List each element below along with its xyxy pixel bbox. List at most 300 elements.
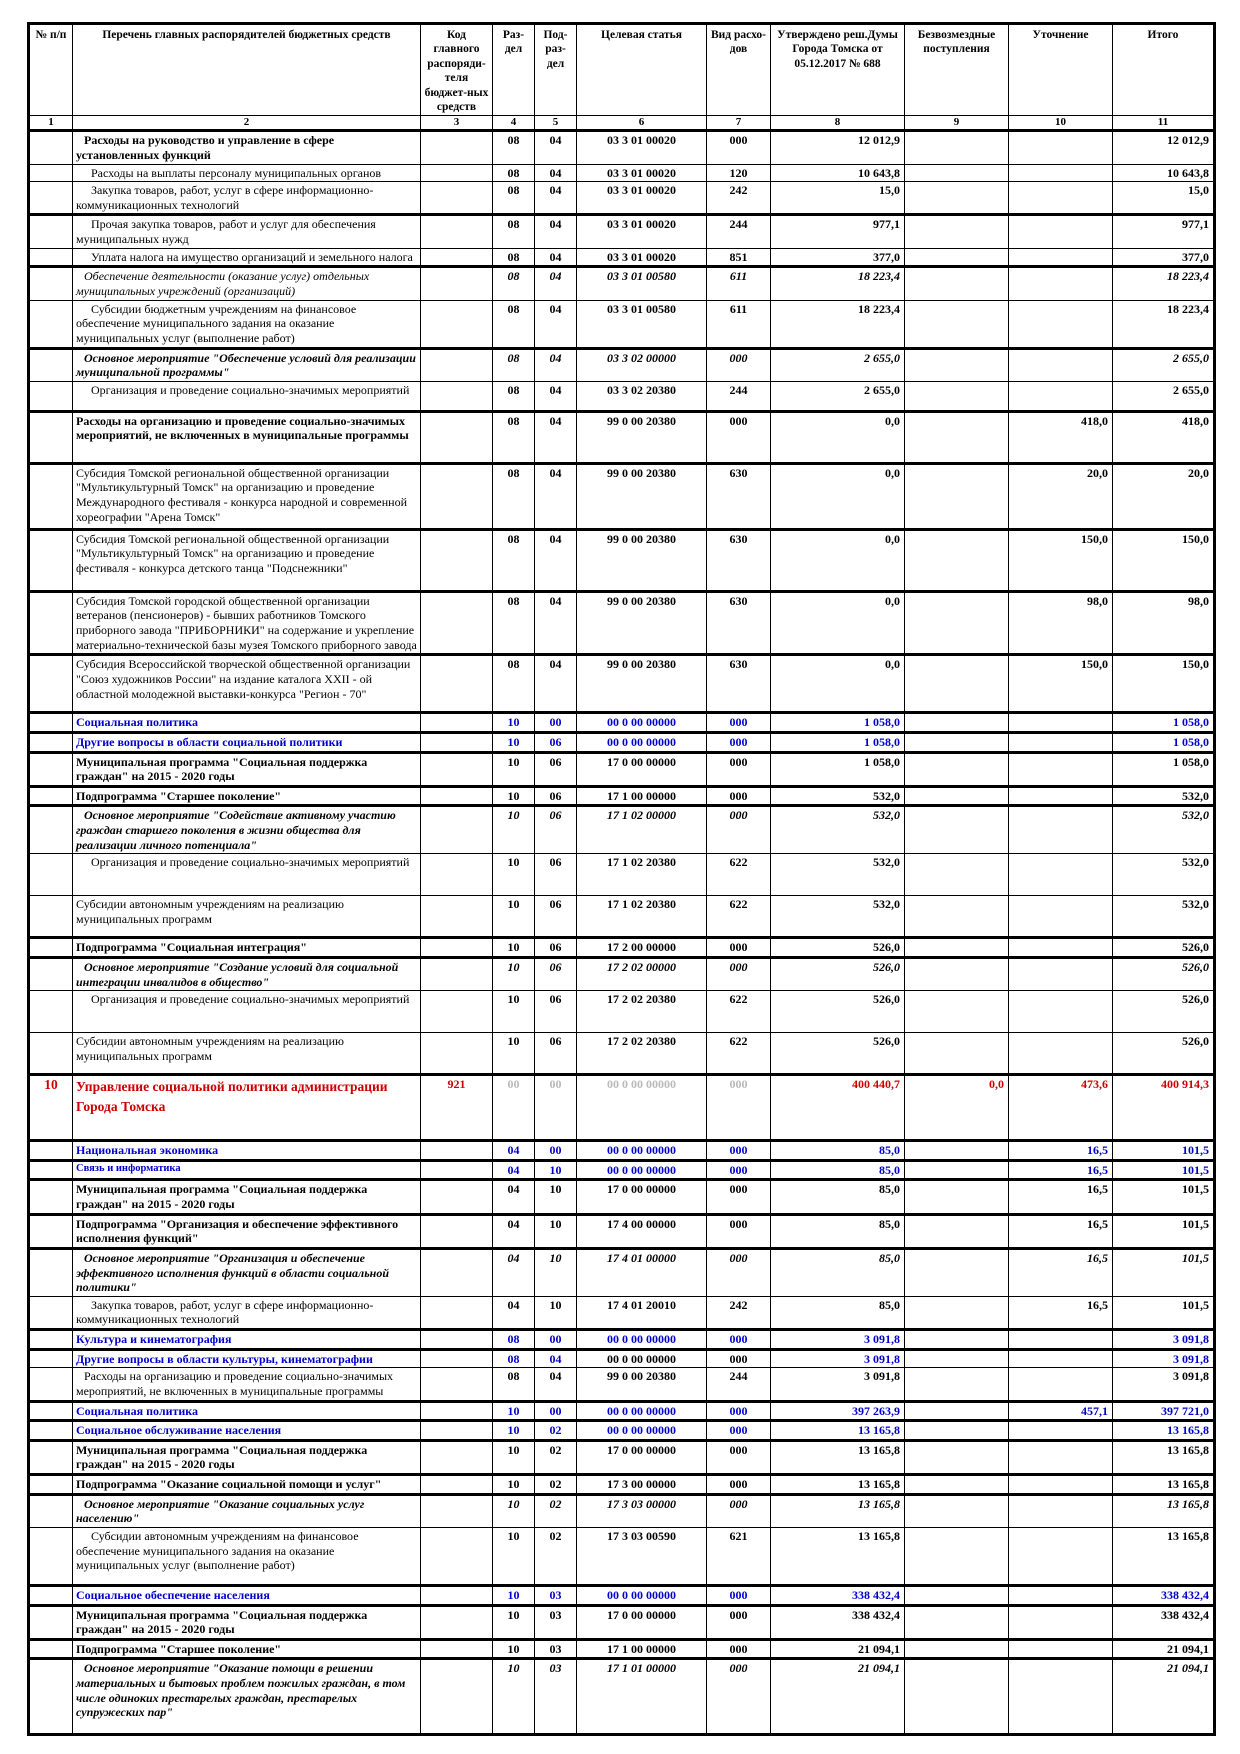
column-header-7: Вид расхо-дов	[707, 24, 771, 116]
cell-target: 17 0 00 00000	[577, 752, 707, 786]
cell-num	[29, 267, 73, 300]
cell-adjust	[1009, 1349, 1113, 1368]
cell-num	[29, 248, 73, 267]
cell-grants	[905, 164, 1009, 182]
cell-code	[421, 1421, 493, 1441]
cell-adjust	[1009, 938, 1113, 958]
cell-code	[421, 1527, 493, 1585]
cell-code	[421, 1605, 493, 1639]
cell-rz: 04	[493, 1160, 535, 1180]
cell-vid: 000	[707, 1659, 771, 1735]
cell-num	[29, 938, 73, 958]
cell-total: 2 655,0	[1113, 381, 1215, 411]
cell-vid: 630	[707, 591, 771, 655]
cell-code	[421, 991, 493, 1033]
cell-adjust	[1009, 1475, 1113, 1495]
cell-num	[29, 655, 73, 713]
cell-code	[421, 529, 493, 591]
cell-num	[29, 1639, 73, 1659]
cell-adjust	[1009, 1033, 1113, 1075]
cell-num	[29, 1330, 73, 1350]
table-row	[29, 1349, 1215, 1368]
cell-grants	[905, 381, 1009, 411]
cell-rz: 08	[493, 463, 535, 529]
cell-num	[29, 182, 73, 215]
cell-code	[421, 267, 493, 300]
cell-vid: 000	[707, 1214, 771, 1248]
table-row	[29, 896, 1215, 938]
cell-adjust: 16,5	[1009, 1214, 1113, 1248]
cell-num	[29, 806, 73, 854]
cell-total: 526,0	[1113, 957, 1215, 990]
cell-name: Социальная политика	[73, 713, 421, 733]
cell-num	[29, 732, 73, 752]
cell-rz: 08	[493, 381, 535, 411]
cell-code	[421, 182, 493, 215]
cell-vid: 621	[707, 1527, 771, 1585]
cell-grants	[905, 1180, 1009, 1214]
cell-vid: 000	[707, 806, 771, 854]
cell-pr: 02	[535, 1475, 577, 1495]
cell-name: Подпрограмма "Организация и обеспечение эффективного исполнения функций"	[73, 1214, 421, 1248]
cell-rz: 08	[493, 131, 535, 164]
cell-vid: 622	[707, 896, 771, 938]
cell-pr: 06	[535, 732, 577, 752]
cell-approved: 21 094,1	[771, 1659, 905, 1735]
cell-pr: 04	[535, 267, 577, 300]
cell-approved: 13 165,8	[771, 1475, 905, 1495]
cell-num	[29, 131, 73, 164]
budget-table	[27, 22, 1216, 1736]
cell-num	[29, 991, 73, 1033]
cell-rz: 10	[493, 991, 535, 1033]
cell-num	[29, 300, 73, 348]
cell-target: 17 4 01 00000	[577, 1248, 707, 1296]
cell-total: 101,5	[1113, 1180, 1215, 1214]
cell-code	[421, 1368, 493, 1401]
cell-target: 00 0 00 00000	[577, 1075, 707, 1141]
cell-total: 10 643,8	[1113, 164, 1215, 182]
cell-num	[29, 1160, 73, 1180]
column-header-10: Уточнение	[1009, 24, 1113, 116]
cell-code	[421, 1033, 493, 1075]
cell-pr: 04	[535, 591, 577, 655]
cell-num	[29, 713, 73, 733]
cell-adjust	[1009, 1494, 1113, 1527]
cell-name: Субсидия Томской региональной общественной организации "Мультикультурный Томск" на организацию и проведение Международного фестиваля - конкурса народной и современной хореографии "Арена Томск"	[73, 463, 421, 529]
cell-approved: 1 058,0	[771, 713, 905, 733]
cell-pr: 06	[535, 938, 577, 958]
table-row	[29, 1330, 1215, 1350]
cell-rz: 04	[493, 1180, 535, 1214]
cell-rz: 08	[493, 215, 535, 248]
cell-pr: 10	[535, 1248, 577, 1296]
cell-total: 101,5	[1113, 1214, 1215, 1248]
column-header-9: Безвозмездные поступления	[905, 24, 1009, 116]
cell-vid: 244	[707, 1368, 771, 1401]
cell-code	[421, 381, 493, 411]
table-row	[29, 1475, 1215, 1495]
column-header-6: Целевая статья	[577, 24, 707, 116]
cell-rz: 10	[493, 1475, 535, 1495]
cell-vid: 622	[707, 854, 771, 896]
cell-adjust	[1009, 182, 1113, 215]
cell-total: 397 721,0	[1113, 1401, 1215, 1421]
cell-vid: 000	[707, 411, 771, 463]
cell-adjust: 457,1	[1009, 1401, 1113, 1421]
table-row	[29, 713, 1215, 733]
table-row	[29, 655, 1215, 713]
cell-total: 101,5	[1113, 1296, 1215, 1329]
cell-approved: 377,0	[771, 248, 905, 267]
cell-target: 99 0 00 20380	[577, 463, 707, 529]
table-header	[29, 24, 1215, 131]
table-row	[29, 1639, 1215, 1659]
cell-pr: 00	[535, 713, 577, 733]
cell-pr: 04	[535, 131, 577, 164]
cell-rz: 08	[493, 300, 535, 348]
cell-grants	[905, 1605, 1009, 1639]
cell-adjust	[1009, 348, 1113, 381]
cell-total: 20,0	[1113, 463, 1215, 529]
cell-target: 03 3 01 00020	[577, 131, 707, 164]
cell-adjust	[1009, 1421, 1113, 1441]
cell-grants	[905, 1475, 1009, 1495]
cell-num	[29, 1296, 73, 1329]
cell-target: 17 4 00 00000	[577, 1214, 707, 1248]
cell-vid: 630	[707, 529, 771, 591]
cell-approved: 0,0	[771, 529, 905, 591]
cell-grants	[905, 411, 1009, 463]
cell-rz: 10	[493, 1421, 535, 1441]
table-row	[29, 1401, 1215, 1421]
cell-total: 2 655,0	[1113, 348, 1215, 381]
cell-code	[421, 1141, 493, 1161]
cell-rz: 00	[493, 1075, 535, 1141]
cell-pr: 06	[535, 854, 577, 896]
cell-num	[29, 1349, 73, 1368]
cell-adjust	[1009, 131, 1113, 164]
cell-total: 13 165,8	[1113, 1440, 1215, 1474]
cell-code	[421, 1214, 493, 1248]
cell-approved: 2 655,0	[771, 381, 905, 411]
cell-approved: 532,0	[771, 786, 905, 806]
cell-approved: 2 655,0	[771, 348, 905, 381]
cell-num	[29, 786, 73, 806]
cell-total: 532,0	[1113, 896, 1215, 938]
cell-grants	[905, 713, 1009, 733]
cell-name: Национальная экономика	[73, 1141, 421, 1161]
cell-vid: 000	[707, 1440, 771, 1474]
cell-total: 977,1	[1113, 215, 1215, 248]
cell-pr: 04	[535, 381, 577, 411]
cell-total: 12 012,9	[1113, 131, 1215, 164]
cell-grants	[905, 1494, 1009, 1527]
cell-adjust: 418,0	[1009, 411, 1113, 463]
column-number-2: 2	[73, 116, 421, 131]
cell-vid: 000	[707, 1349, 771, 1368]
cell-name: Подпрограмма "Старшее поколение"	[73, 786, 421, 806]
cell-approved: 526,0	[771, 957, 905, 990]
cell-adjust	[1009, 713, 1113, 733]
cell-name: Культура и кинематография	[73, 1330, 421, 1350]
cell-pr: 04	[535, 164, 577, 182]
cell-adjust	[1009, 381, 1113, 411]
cell-pr: 03	[535, 1605, 577, 1639]
cell-adjust	[1009, 1527, 1113, 1585]
cell-vid: 622	[707, 1033, 771, 1075]
cell-approved: 13 165,8	[771, 1440, 905, 1474]
cell-vid: 630	[707, 655, 771, 713]
cell-vid: 000	[707, 1180, 771, 1214]
cell-code	[421, 1585, 493, 1605]
cell-adjust	[1009, 786, 1113, 806]
cell-name: Расходы на руководство и управление в сфере установленных функций	[73, 131, 421, 164]
column-number-1: 1	[29, 116, 73, 131]
cell-rz: 10	[493, 1527, 535, 1585]
cell-target: 17 0 00 00000	[577, 1605, 707, 1639]
cell-num	[29, 1605, 73, 1639]
table-row	[29, 1421, 1215, 1441]
cell-code	[421, 1349, 493, 1368]
column-number-7: 7	[707, 116, 771, 131]
cell-grants	[905, 752, 1009, 786]
cell-total: 1 058,0	[1113, 732, 1215, 752]
cell-vid: 000	[707, 1141, 771, 1161]
cell-adjust	[1009, 1440, 1113, 1474]
cell-adjust	[1009, 806, 1113, 854]
column-header-2: Перечень главных распорядителей бюджетных средств	[73, 24, 421, 116]
cell-rz: 08	[493, 1368, 535, 1401]
cell-approved: 85,0	[771, 1296, 905, 1329]
cell-vid: 000	[707, 752, 771, 786]
cell-vid: 000	[707, 1639, 771, 1659]
cell-total: 1 058,0	[1113, 713, 1215, 733]
cell-total: 532,0	[1113, 786, 1215, 806]
cell-approved: 85,0	[771, 1248, 905, 1296]
cell-target: 17 4 01 20010	[577, 1296, 707, 1329]
cell-rz: 08	[493, 411, 535, 463]
cell-approved: 85,0	[771, 1180, 905, 1214]
cell-grants	[905, 957, 1009, 990]
cell-grants	[905, 591, 1009, 655]
cell-num	[29, 1475, 73, 1495]
cell-code	[421, 896, 493, 938]
cell-pr: 04	[535, 529, 577, 591]
cell-code	[421, 1180, 493, 1214]
cell-pr: 00	[535, 1141, 577, 1161]
cell-code	[421, 215, 493, 248]
cell-num	[29, 411, 73, 463]
table-row	[29, 131, 1215, 164]
cell-num	[29, 957, 73, 990]
cell-target: 99 0 00 20380	[577, 655, 707, 713]
table-row	[29, 1075, 1215, 1141]
cell-vid: 630	[707, 463, 771, 529]
cell-rz: 08	[493, 164, 535, 182]
cell-name: Субсидии автономным учреждениям на финансовое обеспечение муниципального задания на оказание муниципальных услуг (выполнение работ)	[73, 1527, 421, 1585]
cell-target: 00 0 00 00000	[577, 1401, 707, 1421]
table-row	[29, 1160, 1215, 1180]
cell-vid: 000	[707, 131, 771, 164]
cell-pr: 04	[535, 1349, 577, 1368]
cell-target: 00 0 00 00000	[577, 1141, 707, 1161]
cell-name: Связь и информатика	[73, 1160, 421, 1180]
cell-num	[29, 1440, 73, 1474]
cell-code	[421, 938, 493, 958]
cell-adjust: 20,0	[1009, 463, 1113, 529]
cell-approved: 397 263,9	[771, 1401, 905, 1421]
cell-grants	[905, 1214, 1009, 1248]
cell-num	[29, 1659, 73, 1735]
cell-num: 10	[29, 1075, 73, 1141]
cell-grants: 0,0	[905, 1075, 1009, 1141]
column-header-4: Раз-дел	[493, 24, 535, 116]
cell-target: 00 0 00 00000	[577, 1585, 707, 1605]
cell-vid: 000	[707, 1421, 771, 1441]
cell-pr: 06	[535, 786, 577, 806]
cell-vid: 000	[707, 1475, 771, 1495]
cell-num	[29, 854, 73, 896]
cell-total: 150,0	[1113, 529, 1215, 591]
cell-rz: 08	[493, 182, 535, 215]
cell-grants	[905, 1248, 1009, 1296]
cell-rz: 10	[493, 806, 535, 854]
cell-num	[29, 752, 73, 786]
cell-code	[421, 1248, 493, 1296]
cell-code: 921	[421, 1075, 493, 1141]
cell-rz: 10	[493, 1659, 535, 1735]
cell-pr: 03	[535, 1659, 577, 1735]
cell-target: 17 3 00 00000	[577, 1475, 707, 1495]
cell-name: Субсидия Томской городской общественной организации ветеранов (пенсионеров) - бывших работников Томского приборного завода "ПРИБОРНИКИ" на содержание и укрепление материально-технической базы музея Томского приборного завода	[73, 591, 421, 655]
cell-grants	[905, 1527, 1009, 1585]
cell-rz: 04	[493, 1214, 535, 1248]
column-number-10: 10	[1009, 116, 1113, 131]
cell-grants	[905, 1141, 1009, 1161]
cell-pr: 04	[535, 300, 577, 348]
cell-rz: 04	[493, 1248, 535, 1296]
table-row	[29, 806, 1215, 854]
cell-num	[29, 348, 73, 381]
cell-rz: 10	[493, 1605, 535, 1639]
cell-approved: 3 091,8	[771, 1330, 905, 1350]
cell-target: 17 0 00 00000	[577, 1180, 707, 1214]
cell-code	[421, 1330, 493, 1350]
cell-code	[421, 1296, 493, 1329]
cell-grants	[905, 854, 1009, 896]
cell-adjust	[1009, 991, 1113, 1033]
cell-total: 1 058,0	[1113, 752, 1215, 786]
cell-pr: 02	[535, 1494, 577, 1527]
cell-code	[421, 1440, 493, 1474]
cell-grants	[905, 938, 1009, 958]
cell-approved: 0,0	[771, 591, 905, 655]
cell-grants	[905, 1401, 1009, 1421]
cell-name: Социальная политика	[73, 1401, 421, 1421]
column-header-11: Итого	[1113, 24, 1215, 116]
cell-adjust: 16,5	[1009, 1296, 1113, 1329]
cell-rz: 08	[493, 348, 535, 381]
cell-name: Муниципальная программа "Социальная поддержка граждан" на 2015 - 2020 годы	[73, 1180, 421, 1214]
table-row	[29, 1141, 1215, 1161]
cell-adjust: 16,5	[1009, 1141, 1113, 1161]
cell-adjust	[1009, 1368, 1113, 1401]
cell-target: 00 0 00 00000	[577, 1330, 707, 1350]
cell-name: Основное мероприятие "Создание условий для социальной интеграции инвалидов в общество"	[73, 957, 421, 990]
column-number-11: 11	[1113, 116, 1215, 131]
cell-vid: 000	[707, 938, 771, 958]
cell-name: Закупка товаров, работ, услуг в сфере информационно-коммуникационных технологий	[73, 1296, 421, 1329]
cell-target: 99 0 00 20380	[577, 411, 707, 463]
cell-vid: 244	[707, 381, 771, 411]
cell-name: Субсидия Всероссийской творческой общественной организации "Союз художников России" на издание каталога XXII - ой областной молодежной выставки-конкурса "Регион - 70"	[73, 655, 421, 713]
table-row	[29, 1585, 1215, 1605]
cell-num	[29, 381, 73, 411]
cell-adjust: 473,6	[1009, 1075, 1113, 1141]
cell-vid: 611	[707, 300, 771, 348]
cell-approved: 13 165,8	[771, 1421, 905, 1441]
cell-pr: 02	[535, 1421, 577, 1441]
cell-code	[421, 1494, 493, 1527]
cell-target: 17 1 02 20380	[577, 896, 707, 938]
cell-total: 101,5	[1113, 1141, 1215, 1161]
cell-code	[421, 411, 493, 463]
cell-name: Управление социальной политики администрации Города Томска	[73, 1075, 421, 1141]
cell-total: 13 165,8	[1113, 1475, 1215, 1495]
cell-pr: 06	[535, 957, 577, 990]
cell-rz: 08	[493, 529, 535, 591]
cell-adjust: 16,5	[1009, 1160, 1113, 1180]
cell-pr: 04	[535, 463, 577, 529]
cell-pr: 06	[535, 991, 577, 1033]
cell-num	[29, 1421, 73, 1441]
cell-pr: 06	[535, 806, 577, 854]
cell-approved: 1 058,0	[771, 752, 905, 786]
cell-name: Муниципальная программа "Социальная поддержка граждан" на 2015 - 2020 годы	[73, 752, 421, 786]
cell-name: Подпрограмма "Оказание социальной помощи и услуг"	[73, 1475, 421, 1495]
cell-num	[29, 1585, 73, 1605]
cell-code	[421, 1160, 493, 1180]
table-row	[29, 164, 1215, 182]
column-header-1: № п/п	[29, 24, 73, 116]
cell-pr: 04	[535, 248, 577, 267]
cell-target: 03 3 01 00020	[577, 164, 707, 182]
cell-num	[29, 463, 73, 529]
cell-approved: 85,0	[771, 1141, 905, 1161]
cell-name: Организация и проведение социально-значимых мероприятий	[73, 991, 421, 1033]
cell-adjust: 150,0	[1009, 655, 1113, 713]
cell-approved: 532,0	[771, 854, 905, 896]
table-row	[29, 267, 1215, 300]
cell-total: 18 223,4	[1113, 300, 1215, 348]
cell-target: 17 0 00 00000	[577, 1440, 707, 1474]
cell-grants	[905, 1330, 1009, 1350]
table-row	[29, 1296, 1215, 1329]
cell-name: Расходы на выплаты персоналу муниципальных органов	[73, 164, 421, 182]
cell-rz: 04	[493, 1141, 535, 1161]
cell-adjust	[1009, 1605, 1113, 1639]
cell-code	[421, 1659, 493, 1735]
table-row	[29, 411, 1215, 463]
cell-code	[421, 591, 493, 655]
cell-approved: 532,0	[771, 896, 905, 938]
cell-target: 99 0 00 20380	[577, 591, 707, 655]
cell-name: Субсидия Томской региональной общественной организации "Мультикультурный Томск" на организацию и проведение фестиваля - конкурса детского танца "Подснежники"	[73, 529, 421, 591]
cell-adjust	[1009, 300, 1113, 348]
cell-rz: 08	[493, 267, 535, 300]
cell-grants	[905, 1368, 1009, 1401]
